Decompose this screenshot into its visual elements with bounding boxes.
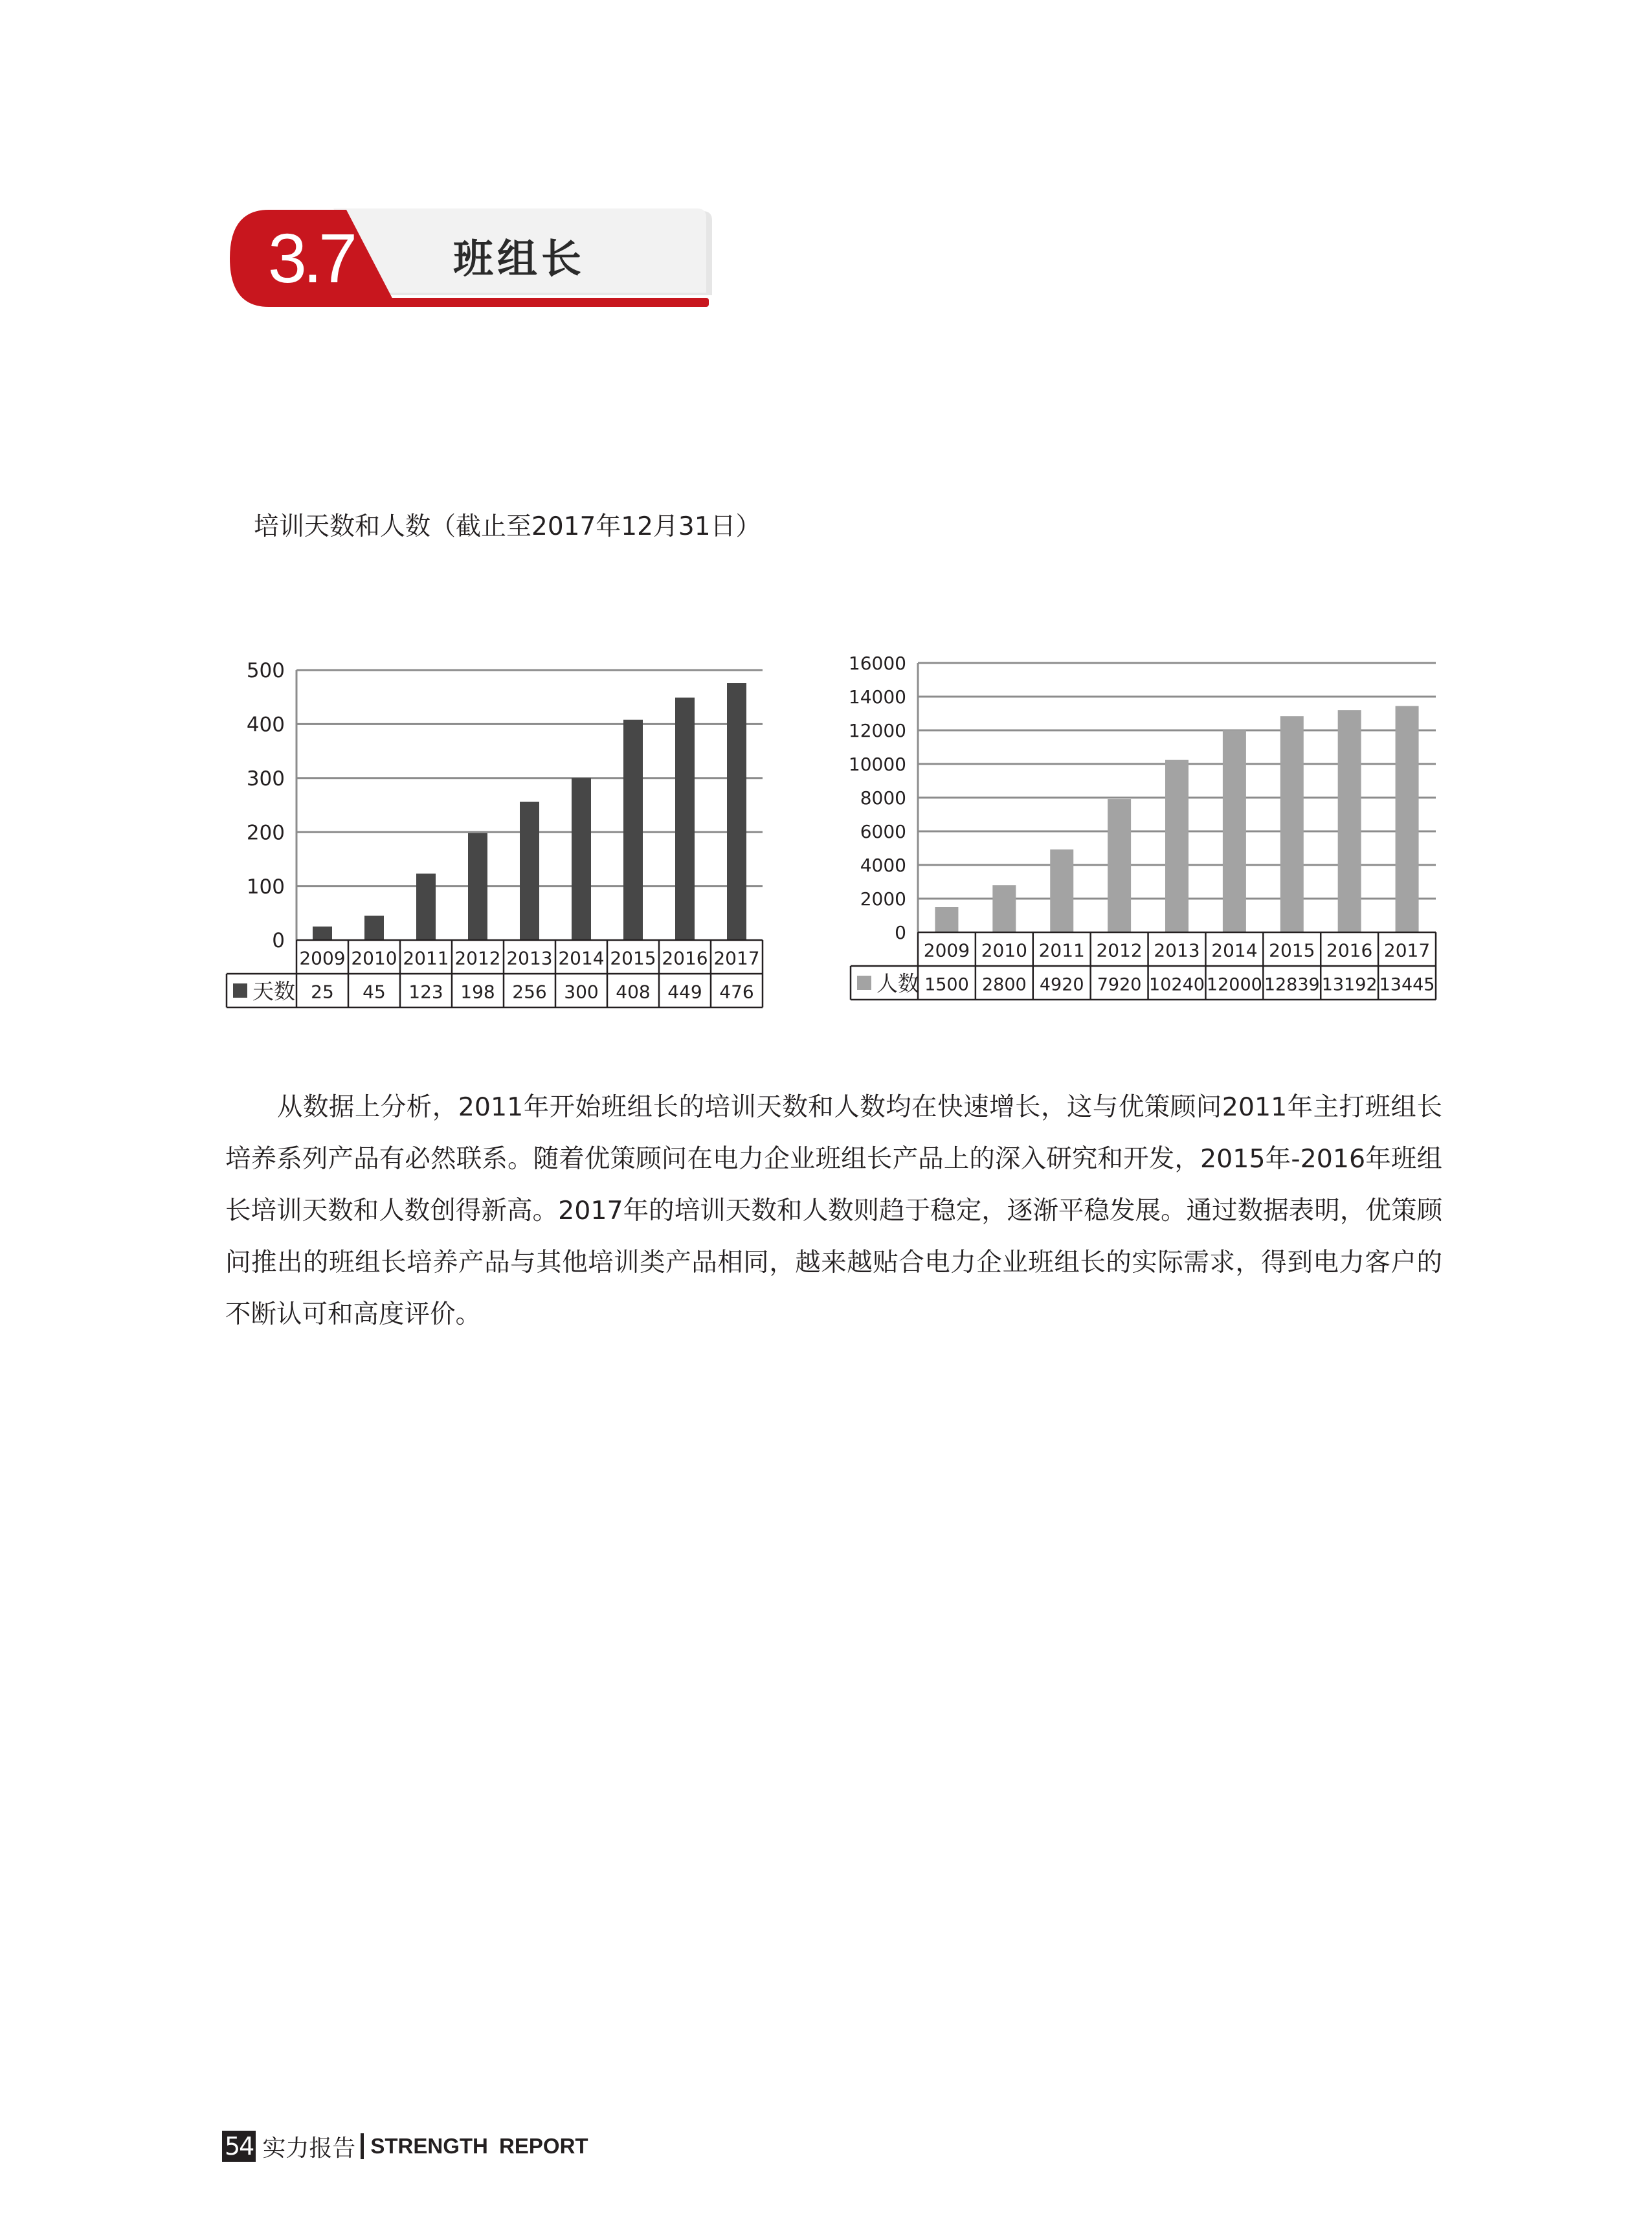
x-category-label: 2015 — [610, 947, 656, 969]
y-tick-label: 400 — [246, 713, 285, 737]
y-tick-label: 6000 — [860, 821, 906, 843]
data-label: 198 — [460, 981, 495, 1003]
chart-training-people-svg — [842, 644, 1450, 1010]
bar — [935, 907, 958, 932]
y-tick-label: 12000 — [848, 720, 906, 742]
bar — [1050, 849, 1073, 932]
data-label: 123 — [408, 981, 443, 1003]
data-label: 476 — [719, 981, 754, 1003]
bar — [623, 720, 643, 940]
x-category-label: 2012 — [454, 947, 501, 969]
x-category-label: 2009 — [923, 939, 970, 961]
chart-training-days-svg — [220, 647, 777, 1010]
bar — [675, 698, 695, 940]
data-label: 45 — [363, 981, 386, 1003]
bar — [416, 873, 436, 940]
legend-swatch — [857, 976, 871, 990]
x-category-label: 2016 — [662, 947, 708, 969]
x-category-label: 2010 — [981, 939, 1027, 961]
bar — [1108, 799, 1131, 932]
x-category-label: 2016 — [1326, 939, 1373, 961]
page-number: 54 — [222, 2131, 256, 2162]
footer-separator — [361, 2133, 364, 2159]
footer-title-cn: 实力报告 — [262, 2135, 356, 2162]
y-tick-label: 300 — [246, 767, 285, 791]
y-tick-label: 8000 — [860, 787, 906, 809]
section-number: 3.7 — [267, 219, 354, 297]
page-footer — [222, 2130, 588, 2162]
body-paragraph: 从数据上分析，2011年开始班组长的培训天数和人数均在快速增长，这与优策顾问2011年主打班组长培养系列产品有必然联系。随着优策顾问在电力企业班组长产品上的深入研究和开发，2015年-2016年班组长培训天数和人数创得新高。2017年的培训天数和人数则趋于稳定，逐渐平稳发展。通过数据表明，优策顾问推出的班组长培养产品与其他培训类产品相同，越来越贴合电力企业班组长的实际需求，得到电力客户的不断认可和高度评价。 — [225, 1092, 1442, 1329]
y-tick-label: 500 — [246, 659, 285, 683]
y-tick-label: 200 — [246, 821, 285, 845]
y-tick-label: 16000 — [848, 653, 906, 675]
y-tick-label: 0 — [895, 922, 906, 944]
y-tick-label: 0 — [272, 929, 285, 953]
data-label: 449 — [667, 981, 702, 1003]
x-category-label: 2017 — [713, 947, 760, 969]
section-header — [230, 206, 712, 317]
legend-label: 天数 — [252, 978, 295, 1004]
data-label: 12839 — [1264, 974, 1320, 995]
data-label: 4920 — [1039, 974, 1084, 995]
x-category-label: 2012 — [1096, 939, 1143, 961]
chart-training-people — [842, 644, 1450, 1010]
y-tick-label: 14000 — [848, 686, 906, 708]
data-label: 12000 — [1206, 974, 1262, 995]
y-tick-label: 4000 — [860, 855, 906, 877]
x-category-label: 2010 — [351, 947, 397, 969]
data-label: 1500 — [924, 974, 969, 995]
x-category-label: 2014 — [1211, 939, 1258, 961]
bar — [468, 833, 487, 940]
legend-swatch — [233, 983, 247, 998]
bar — [572, 778, 591, 940]
bar — [1338, 710, 1361, 932]
bar — [1223, 730, 1246, 932]
data-label: 2800 — [981, 974, 1027, 995]
data-label: 256 — [512, 981, 547, 1003]
data-label: 25 — [311, 981, 334, 1003]
data-label: 13192 — [1321, 974, 1378, 995]
x-category-label: 2015 — [1269, 939, 1315, 961]
x-category-label: 2014 — [558, 947, 605, 969]
chart-caption: 培训天数和人数（截止至2017年12月31日） — [254, 512, 761, 541]
x-category-label: 2013 — [1154, 939, 1200, 961]
bar — [1165, 760, 1189, 932]
data-label: 300 — [564, 981, 599, 1003]
bar — [992, 885, 1016, 932]
y-tick-label: 10000 — [848, 754, 906, 776]
section-title: 班组长 — [453, 235, 586, 282]
data-label: 10240 — [1149, 974, 1205, 995]
x-category-label: 2013 — [506, 947, 553, 969]
data-label: 7920 — [1097, 974, 1142, 995]
bar — [313, 926, 332, 940]
x-category-label: 2011 — [403, 947, 449, 969]
bar — [364, 915, 384, 940]
chart-training-days — [220, 647, 777, 1010]
y-tick-label: 2000 — [860, 888, 906, 910]
footer-title-en: STRENGTH REPORT — [370, 2134, 588, 2158]
bar — [1396, 706, 1419, 932]
data-label: 13445 — [1379, 974, 1435, 995]
bar — [1280, 716, 1304, 932]
data-label: 408 — [616, 981, 651, 1003]
bar — [520, 802, 539, 940]
x-category-label: 2011 — [1038, 939, 1085, 961]
bar — [727, 683, 746, 940]
y-tick-label: 100 — [246, 875, 285, 899]
legend-label: 人数 — [876, 971, 919, 996]
x-category-label: 2009 — [299, 947, 346, 969]
x-category-label: 2017 — [1383, 939, 1431, 961]
